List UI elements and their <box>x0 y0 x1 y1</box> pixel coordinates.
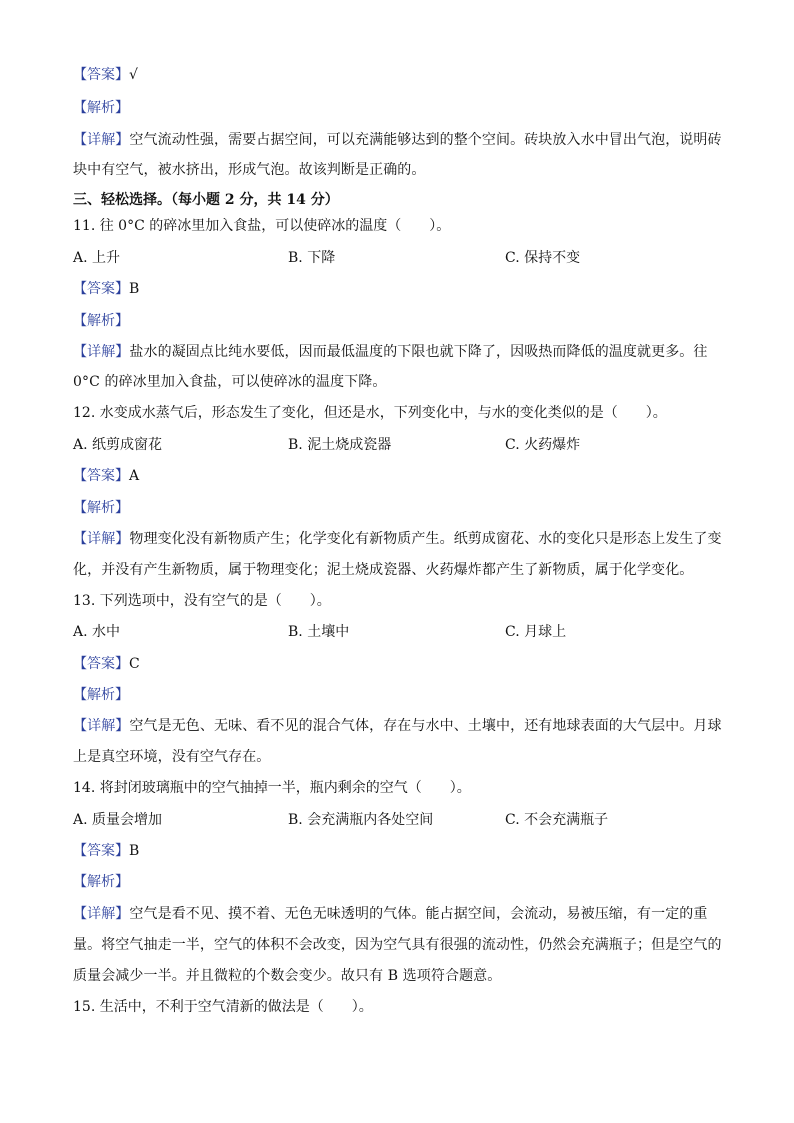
option-a: A. 纸剪成窗花 <box>73 437 163 453</box>
answer-tag: 【答案】 <box>73 281 129 297</box>
q13-detail-line-2 <box>73 747 723 767</box>
q11-answer <box>73 279 723 299</box>
analysis-tag: 【解析】 <box>73 500 129 516</box>
q14-detail-line-3 <box>73 966 723 986</box>
detail-text: 块中有空气，被水挤出，形成气泡。故该判断是正确的。 <box>73 162 426 178</box>
detail-text: 空气是无色、无味、看不见的混合气体，存在与水中、土壤中，还有地球表面的大气层中。月球 <box>129 718 722 734</box>
q13-analysis <box>73 685 723 705</box>
detail-text: 空气是看不见、摸不着、无色无味透明的气体。能占据空间，会流动，易被压缩，有一定的重 <box>129 906 708 922</box>
q14-options <box>73 810 723 830</box>
option-b: B. 泥土烧成瓷器 <box>288 437 392 453</box>
detail-text: 盐水的凝固点比纯水要低，因而最低温度的下限也就下降了，因吸热而降低的温度就更多。往 <box>129 344 708 360</box>
option-b: B. 会充满瓶内各处空间 <box>288 812 434 828</box>
q12-stem: 12. 水变成水蒸气后，形态发生了变化，但还是水，下列变化中，与水的变化类似的是（ ）。 <box>73 405 667 421</box>
option-b: B. 下降 <box>288 250 336 266</box>
analysis-tag: 【解析】 <box>73 313 129 329</box>
detail-tag: 【详解】 <box>73 344 130 360</box>
q14-analysis <box>73 872 723 892</box>
q13-answer <box>73 654 723 674</box>
q10-detail-line-1 <box>73 130 723 150</box>
detail-text: 质量会减少一半。并且微粒的个数会变少。故只有 B 选项符合题意。 <box>73 968 502 984</box>
answer-value: B <box>129 281 140 297</box>
q13-stem: 13. 下列选项中，没有空气的是（ ）。 <box>73 593 331 609</box>
q14-stem: 14. 将封闭玻璃瓶中的空气抽掉一半，瓶内剩余的空气（ ）。 <box>73 780 471 796</box>
q12-detail-line-1 <box>73 529 723 549</box>
detail-text: 物理变化没有新物质产生；化学变化有新物质产生。纸剪成窗花、水的变化只是形态上发生了变 <box>129 531 722 547</box>
q10-analysis <box>73 98 723 118</box>
option-c: C. 火药爆炸 <box>505 437 581 453</box>
q11-detail-line-2 <box>73 372 723 392</box>
detail-tag: 【详解】 <box>73 718 130 734</box>
q12-answer <box>73 466 723 486</box>
section-heading: 三、轻松选择。（每小题 2 分，共 14 分） <box>73 192 339 208</box>
detail-text: 化，并没有产生新物质，属于物理变化；泥土烧成瓷器、火药爆炸都产生了新物质，属于化学变化。 <box>73 562 694 578</box>
answer-tag: 【答案】 <box>73 67 129 83</box>
option-a: A. 上升 <box>73 250 121 266</box>
answer-value: √ <box>129 67 138 83</box>
q12-options <box>73 435 723 455</box>
option-c: C. 不会充满瓶子 <box>505 812 609 828</box>
answer-tag: 【答案】 <box>73 468 129 484</box>
option-a: A. 水中 <box>73 624 121 640</box>
q12-detail-line-2 <box>73 560 723 580</box>
option-a: A. 质量会增加 <box>73 812 163 828</box>
answer-value: B <box>129 843 140 859</box>
q11-stem: 11. 往 0°C 的碎冰里加入食盐，可以使碎冰的温度（ ）。 <box>73 218 451 234</box>
q12-analysis <box>73 498 723 518</box>
detail-tag: 【详解】 <box>73 132 130 148</box>
option-c: C. 月球上 <box>505 624 567 640</box>
q14-answer <box>73 841 723 861</box>
answer-tag: 【答案】 <box>73 843 129 859</box>
q11-analysis <box>73 311 723 331</box>
analysis-tag: 【解析】 <box>73 687 129 703</box>
detail-tag: 【详解】 <box>73 906 130 922</box>
q11-options <box>73 248 723 268</box>
detail-text: 上是真空环境，没有空气存在。 <box>73 749 271 765</box>
q14-detail-line-1 <box>73 904 723 924</box>
q13-options <box>73 622 723 642</box>
q14-detail-line-2 <box>73 935 723 955</box>
option-c: C. 保持不变 <box>505 250 581 266</box>
answer-value: C <box>129 656 140 672</box>
answer-value: A <box>129 468 140 484</box>
option-b: B. 土壤中 <box>288 624 350 640</box>
q11-detail-line-1 <box>73 342 723 362</box>
analysis-tag: 【解析】 <box>73 100 129 116</box>
q13-detail-line-1 <box>73 716 723 736</box>
detail-text: 量。将空气抽走一半，空气的体积不会改变，因为空气具有很强的流动性，仍然会充满瓶子；但是空气的 <box>73 937 722 953</box>
q10-answer <box>73 65 723 85</box>
detail-text: 0°C 的碎冰里加入食盐，可以使碎冰的温度下降。 <box>73 374 387 390</box>
answer-tag: 【答案】 <box>73 656 129 672</box>
analysis-tag: 【解析】 <box>73 874 129 890</box>
detail-text: 空气流动性强，需要占据空间，可以充满能够达到的整个空间。砖块放入水中冒出气泡，说明砖 <box>129 132 722 148</box>
q15-stem: 15. 生活中，不利于空气清新的做法是（ ）。 <box>73 999 373 1015</box>
detail-tag: 【详解】 <box>73 531 130 547</box>
q10-detail-line-2 <box>73 160 723 180</box>
